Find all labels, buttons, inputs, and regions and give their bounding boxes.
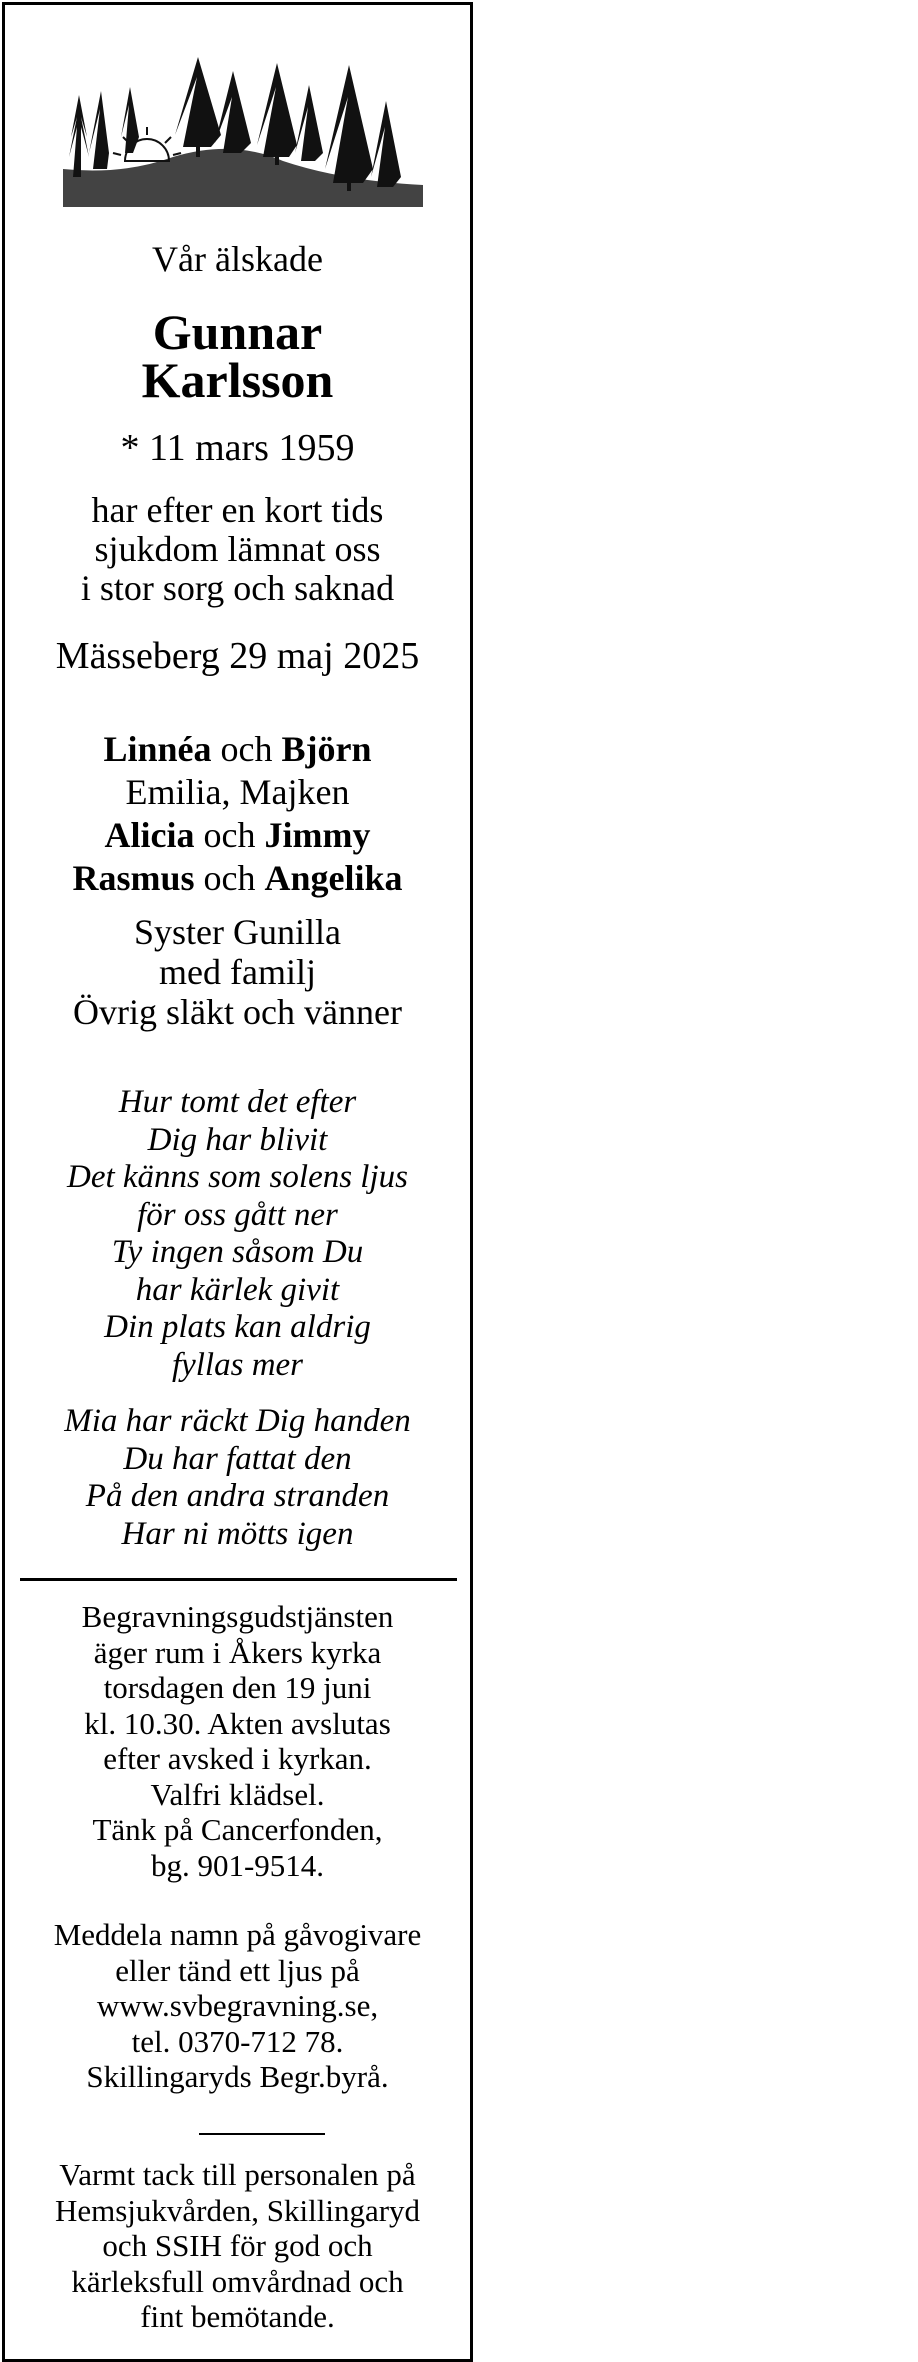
family-line: Linnéa och Björn [103, 729, 372, 769]
first-name: Gunnar [152, 304, 323, 360]
forest-sunrise-illustration [63, 57, 423, 207]
birth-date: * 11 mars 1959 [120, 427, 355, 469]
poem-verse-1: Hur tomt det efter Dig har blivit Det känns som solens ljus för oss gått ner Ty ingen såsom Du har kärlek givit Din plats kan aldrig fyllas mer [67, 1084, 408, 1383]
last-name: Karlsson [141, 352, 334, 408]
family-line: Alicia och Jimmy [104, 815, 371, 855]
short-divider [199, 2133, 325, 2135]
funeral-info: Begravningsgudstjänsten äger rum i Åkers kyrka torsdagen den 19 juni kl. 10.30. Akten avslutas efter avsked i kyrkan. Valfri klädsel. Tänk på Cancerfonden, bg. 901-9514. [81, 1599, 394, 1883]
relatives-list: Syster Gunilla med familj Övrig släkt och vänner [73, 912, 402, 1032]
section-divider [20, 1578, 457, 1581]
obituary-frame [2, 2, 473, 2362]
family-line: Rasmus och Angelika [72, 858, 403, 898]
funeral-home-contact: Meddela namn på gåvogivare eller tänd ett ljus på www.svbegravning.se, tel. 0370-712 78. Skillingaryds Begr.byrå. [53, 1917, 422, 2094]
death-message: har efter en kort tids sjukdom lämnat oss i stor sorg och saknad [80, 490, 395, 608]
thanks-message: Varmt tack till personalen på Hemsjukvården, Skillingaryd och SSIH för god och kärleksfull omvårdnad och fint bemötande. [54, 2157, 421, 2334]
family-list [5, 728, 470, 900]
poem-verse-2: Mia har räckt Dig handen Du har fattat den På den andra stranden Har ni mötts igen [64, 1403, 411, 1552]
obituary-content [5, 5, 470, 2359]
intro-text: Vår älskade [152, 239, 323, 279]
family-line: Emilia, Majken [125, 772, 350, 812]
place-and-date: Mässeberg 29 maj 2025 [55, 635, 420, 677]
deceased-name [5, 304, 470, 408]
